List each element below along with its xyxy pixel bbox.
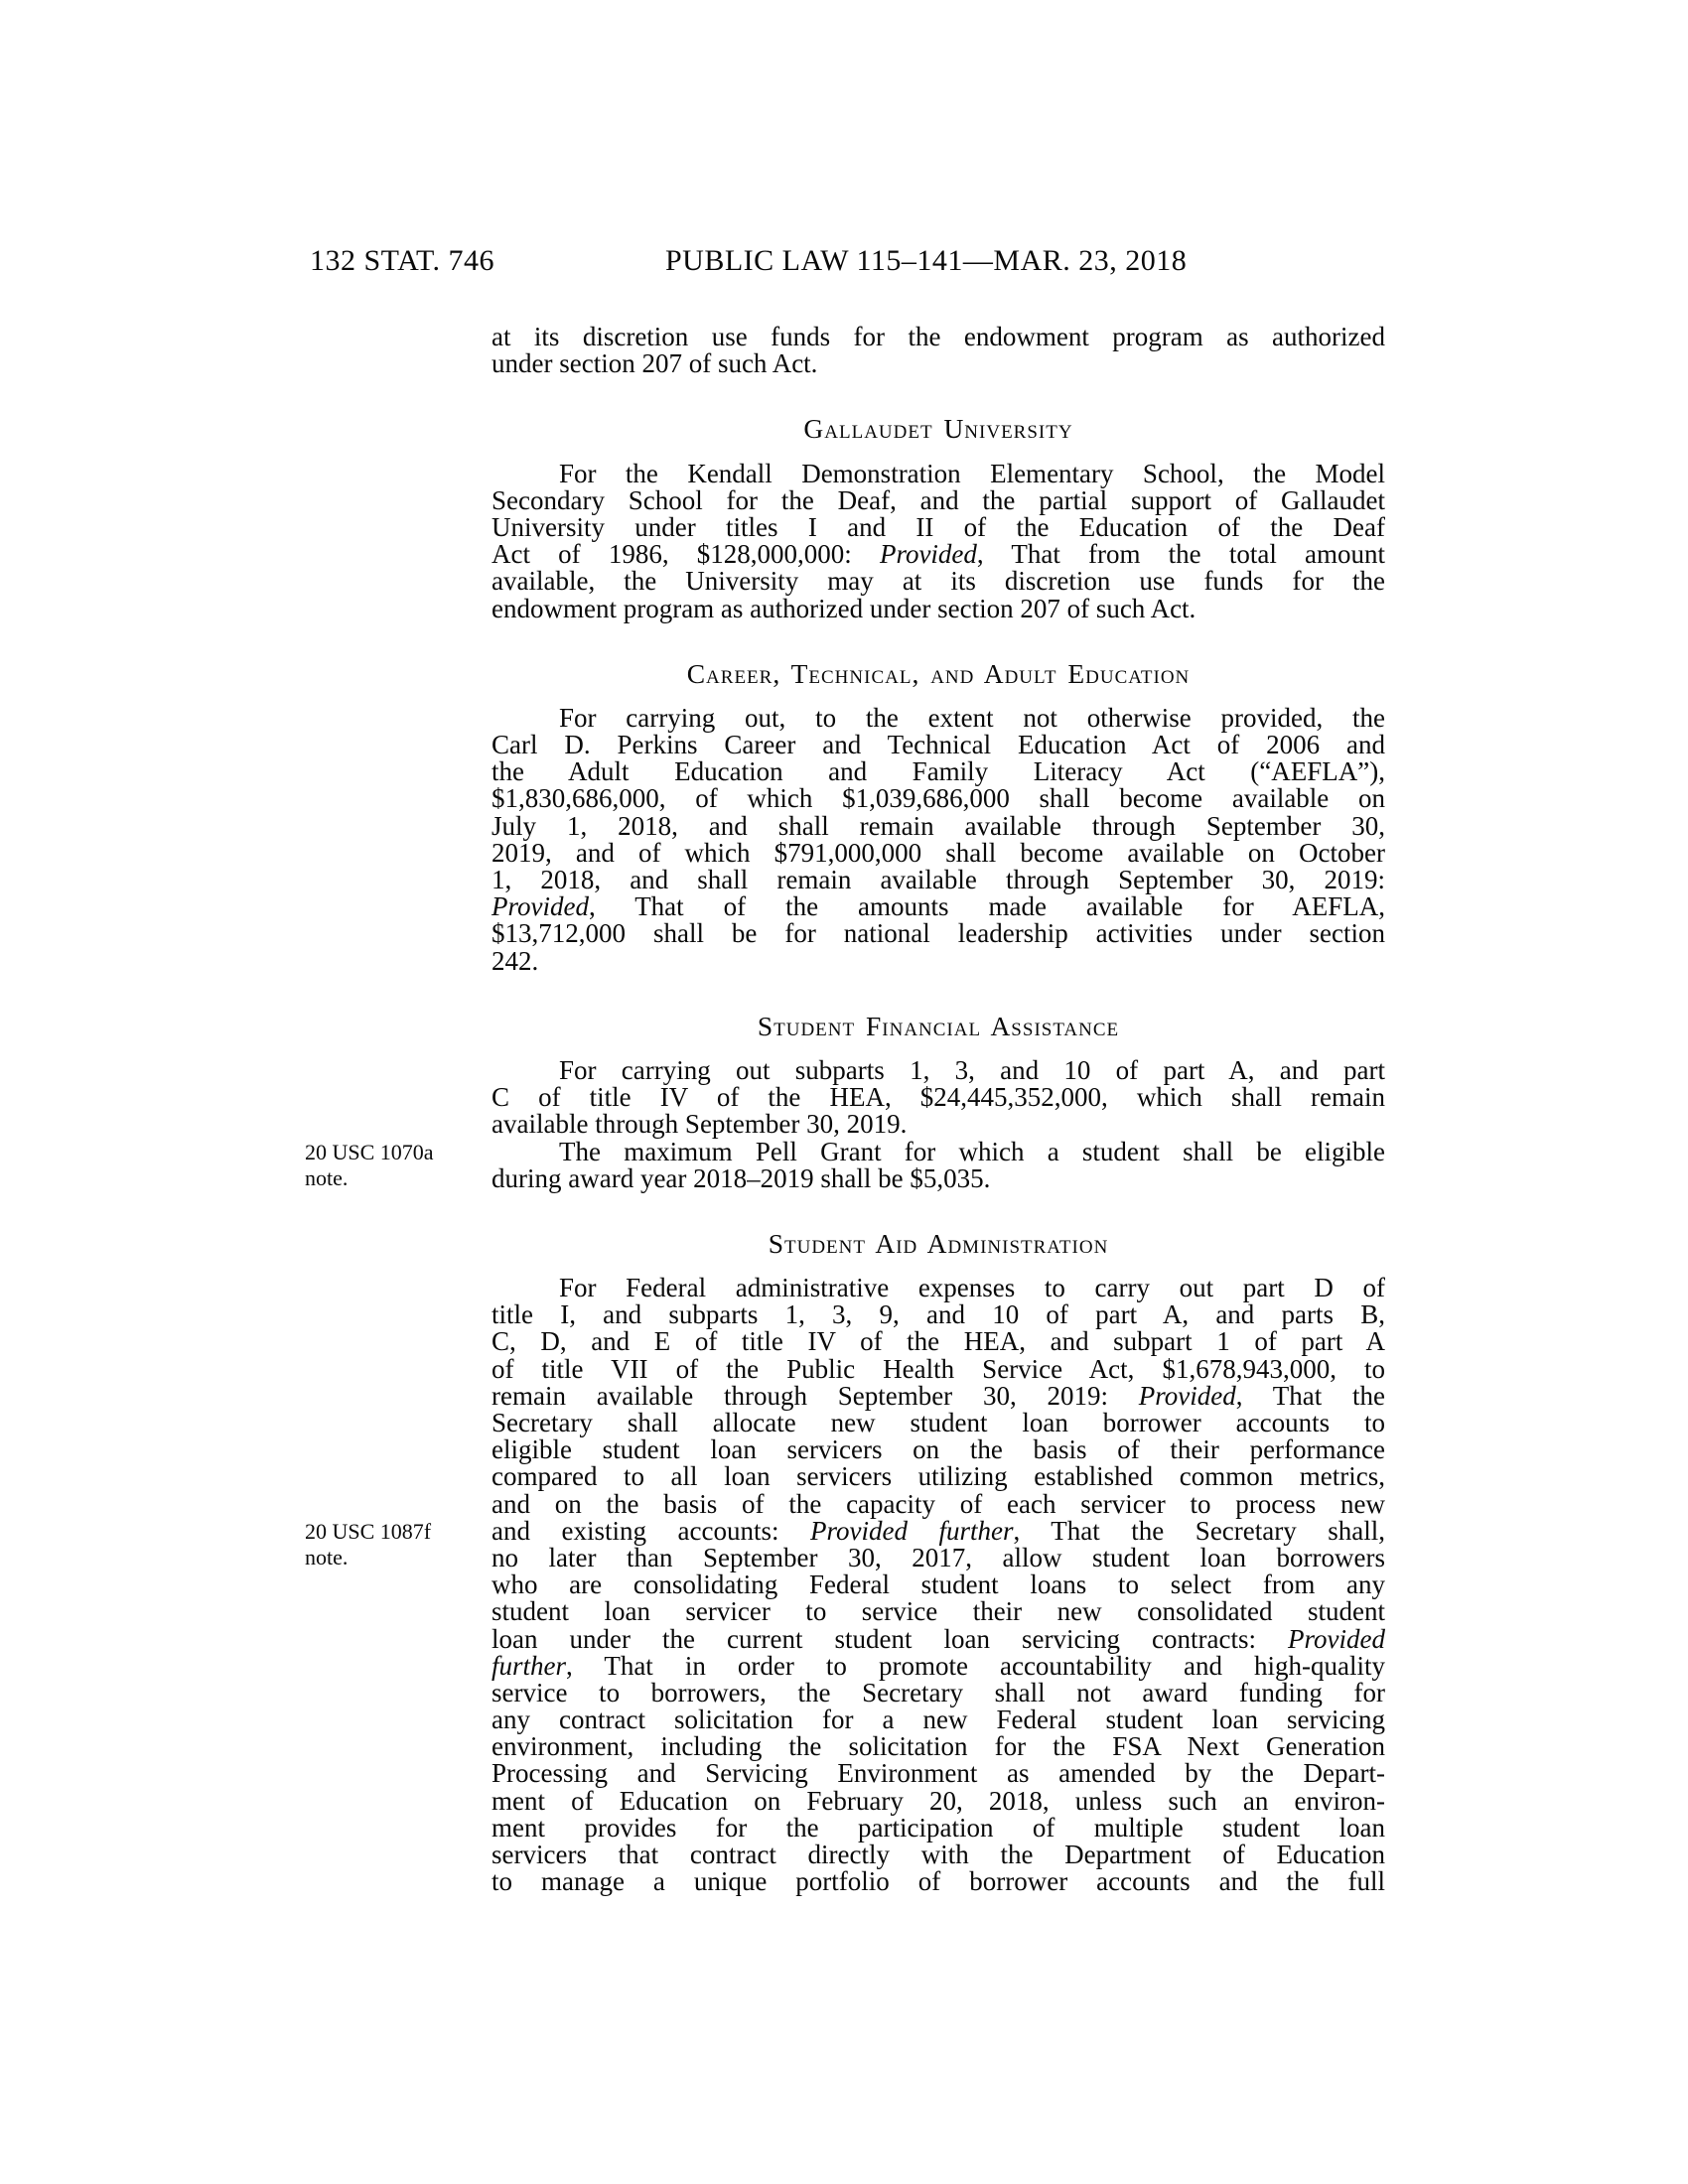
text-line [492, 568, 1385, 595]
text-segment: any contract solicitation for a new Federal student loan servicing [492, 1705, 1385, 1735]
text-line [492, 758, 1385, 785]
text-segment: $1,830,686,000, of which $1,039,686,000 shall become available on [492, 783, 1385, 814]
text-segment: For Federal administrative expenses to carry out part D of [559, 1273, 1385, 1303]
margin-note-line: 20 USC 1087f [305, 1518, 432, 1544]
text-line [492, 1842, 1385, 1868]
text-segment: Secondary School for the Deaf, and the partial support of Gallaudet [492, 484, 1385, 515]
running-header [0, 244, 1688, 284]
text-line [492, 1436, 1385, 1463]
text-line [492, 1571, 1385, 1598]
margin-note-line: note. [305, 1545, 349, 1570]
text-line [492, 1380, 1385, 1411]
text-line [492, 920, 1385, 947]
text-segment: service to borrowers, the Secretary shall not award funding for [492, 1677, 1385, 1707]
text-line [492, 810, 1385, 841]
margin-note-line: note. [305, 1165, 349, 1190]
text-segment: who are consolidating Federal student loans to select from any [492, 1570, 1385, 1600]
body-text-block [492, 324, 1385, 1895]
text-line [492, 1623, 1385, 1654]
text-segment: Carl D. Perkins Career and Technical Education Act of 2006 and [492, 730, 1385, 760]
text-segment: and existing accounts: [492, 1515, 811, 1546]
text-segment: no later than September 30, 2017, allow student loan borrowers [492, 1542, 1385, 1572]
italic-text-segment: Provided [1288, 1623, 1385, 1654]
section-heading: Gallaudet University [803, 413, 1073, 445]
text-segment: July 1, 2018, and shall remain available through September 30, [492, 810, 1385, 841]
text-segment: during award year 2018–2019 shall be $5,035. [492, 1162, 991, 1193]
text-line [492, 1677, 1385, 1707]
text-line [492, 1706, 1385, 1733]
text-segment: title I, and subparts 1, 3, 9, and 10 of part A, and parts B, [492, 1299, 1385, 1330]
text-line [492, 945, 1385, 976]
section-heading: Career, Technical, and Adult Education [686, 657, 1191, 689]
text-line [492, 511, 1385, 542]
text-segment: ment of Education on February 20, 2018, unless such an environ- [492, 1785, 1385, 1816]
text-segment: 2019, and of which $791,000,000 shall become available on October [492, 837, 1385, 868]
text-line [492, 1054, 1385, 1085]
text-segment: C, D, and E of title IV of the HEA, and subpart 1 of part A [492, 1326, 1385, 1357]
text-line [492, 1868, 1385, 1895]
margin-note [305, 1140, 479, 1192]
text-line [492, 593, 1385, 623]
text-line [492, 1162, 1385, 1193]
text-segment: student loan servicer to service their new consolidated student [492, 1596, 1385, 1627]
text-segment: compared to all loan servicers utilizing established common metrics, [492, 1461, 1385, 1492]
text-segment: environment, including the solicitation for the FSA Next Generation [492, 1731, 1385, 1762]
text-segment: under section 207 of such Act. [492, 348, 818, 379]
text-line [492, 1084, 1385, 1111]
text-segment: For carrying out, to the extent not otherwise provided, the [559, 702, 1385, 733]
text-line [492, 1650, 1385, 1681]
italic-text-segment: Provided [492, 891, 589, 922]
text-segment: For the Kendall Demonstration Elementary School, the Model [559, 458, 1385, 488]
stat-page-number: 132 STAT. 746 [310, 244, 495, 277]
text-segment: ment provides for the participation of multiple student loan [492, 1812, 1385, 1843]
text-segment: eligible student loan servicers on the basis of their performance [492, 1434, 1385, 1465]
text-line [492, 1488, 1385, 1519]
text-line [492, 1812, 1385, 1843]
text-line [492, 1463, 1385, 1490]
text-segment: remain available through September 30, 2019: [492, 1380, 1139, 1411]
italic-text-segment: Provided further [810, 1515, 1014, 1546]
text-line [492, 702, 1385, 733]
text-segment: The maximum Pell Grant for which a student shall be eligible [559, 1136, 1385, 1166]
text-segment: , That in order to promote accountability and high-quality [566, 1650, 1385, 1681]
text-segment: $13,712,000 shall be for national leadership activities under section [492, 918, 1385, 949]
text-segment: , That from the total amount [976, 539, 1386, 570]
text-line [492, 458, 1385, 488]
section-heading: Student Aid Administration [768, 1227, 1109, 1259]
text-line [492, 1515, 1386, 1546]
text-segment: to manage a unique portfolio of borrower accounts and the full [492, 1866, 1385, 1897]
margin-note-line: 20 USC 1070a [305, 1139, 434, 1164]
text-line [492, 1542, 1385, 1572]
text-segment: and on the basis of the capacity of each servicer to process new [492, 1488, 1385, 1519]
text-segment: available, the University may at its discretion use funds for the [492, 566, 1385, 597]
text-line [492, 1733, 1385, 1760]
text-line [492, 1410, 1385, 1436]
text-segment: 1, 2018, and shall remain available through September 30, 2019: [492, 865, 1385, 894]
text-line [492, 837, 1385, 868]
text-segment: C of title IV of the HEA, $24,445,352,000, which shall remain [492, 1082, 1385, 1113]
italic-text-segment: Provided [879, 539, 977, 570]
text-segment: available through September 30, 2019. [492, 1109, 908, 1140]
text-segment: endowment program as authorized under section 207 of such Act. [492, 593, 1196, 623]
text-segment: , That the [1235, 1380, 1385, 1411]
text-line [492, 1760, 1385, 1787]
text-line [492, 324, 1385, 350]
text-line [492, 1275, 1385, 1301]
text-segment: the Adult Education and Family Literacy Act (“AEFLA”), [492, 756, 1385, 787]
text-line [492, 1301, 1385, 1328]
text-line [492, 541, 1385, 568]
text-segment: , That of the amounts made available for AEFLA, [588, 891, 1385, 922]
section-heading: Student Financial Assistance [757, 1010, 1120, 1041]
text-segment: servicers that contract directly with the Department of Education [492, 1840, 1385, 1869]
text-line [492, 732, 1385, 758]
text-line [492, 785, 1385, 812]
italic-text-segment: further [492, 1650, 567, 1681]
text-line [492, 1598, 1385, 1625]
law-title: PUBLIC LAW 115–141—MAR. 23, 2018 [665, 244, 1188, 277]
text-segment: Secretary shall allocate new student loan borrower accounts to [492, 1408, 1385, 1437]
text-line [492, 1328, 1385, 1355]
text-line [492, 1136, 1385, 1166]
text-line [492, 1785, 1385, 1816]
text-segment: University under titles I and II of the Education of the Deaf [492, 511, 1385, 542]
text-segment: loan under the current student loan servicing contracts: [492, 1623, 1289, 1654]
text-segment: For carrying out subparts 1, 3, and 10 of part A, and part [559, 1054, 1385, 1085]
italic-text-segment: Provided [1138, 1380, 1236, 1411]
text-line [492, 1111, 1385, 1138]
text-segment: Processing and Servicing Environment as amended by the Depart- [492, 1758, 1385, 1789]
text-line [492, 484, 1385, 515]
text-segment: , That the Secretary shall, [1013, 1515, 1386, 1546]
text-segment: of title VII of the Public Health Service Act, $1,678,943,000, to [492, 1353, 1385, 1384]
text-line [492, 350, 1385, 377]
text-line [492, 867, 1385, 893]
text-segment: Act of 1986, $128,000,000: [492, 539, 880, 570]
margin-note [305, 1519, 479, 1571]
text-segment: at its discretion use funds for the endowment program as authorized [492, 322, 1385, 351]
text-line [492, 893, 1385, 920]
text-segment: 242. [492, 945, 539, 976]
text-line [492, 1353, 1385, 1384]
